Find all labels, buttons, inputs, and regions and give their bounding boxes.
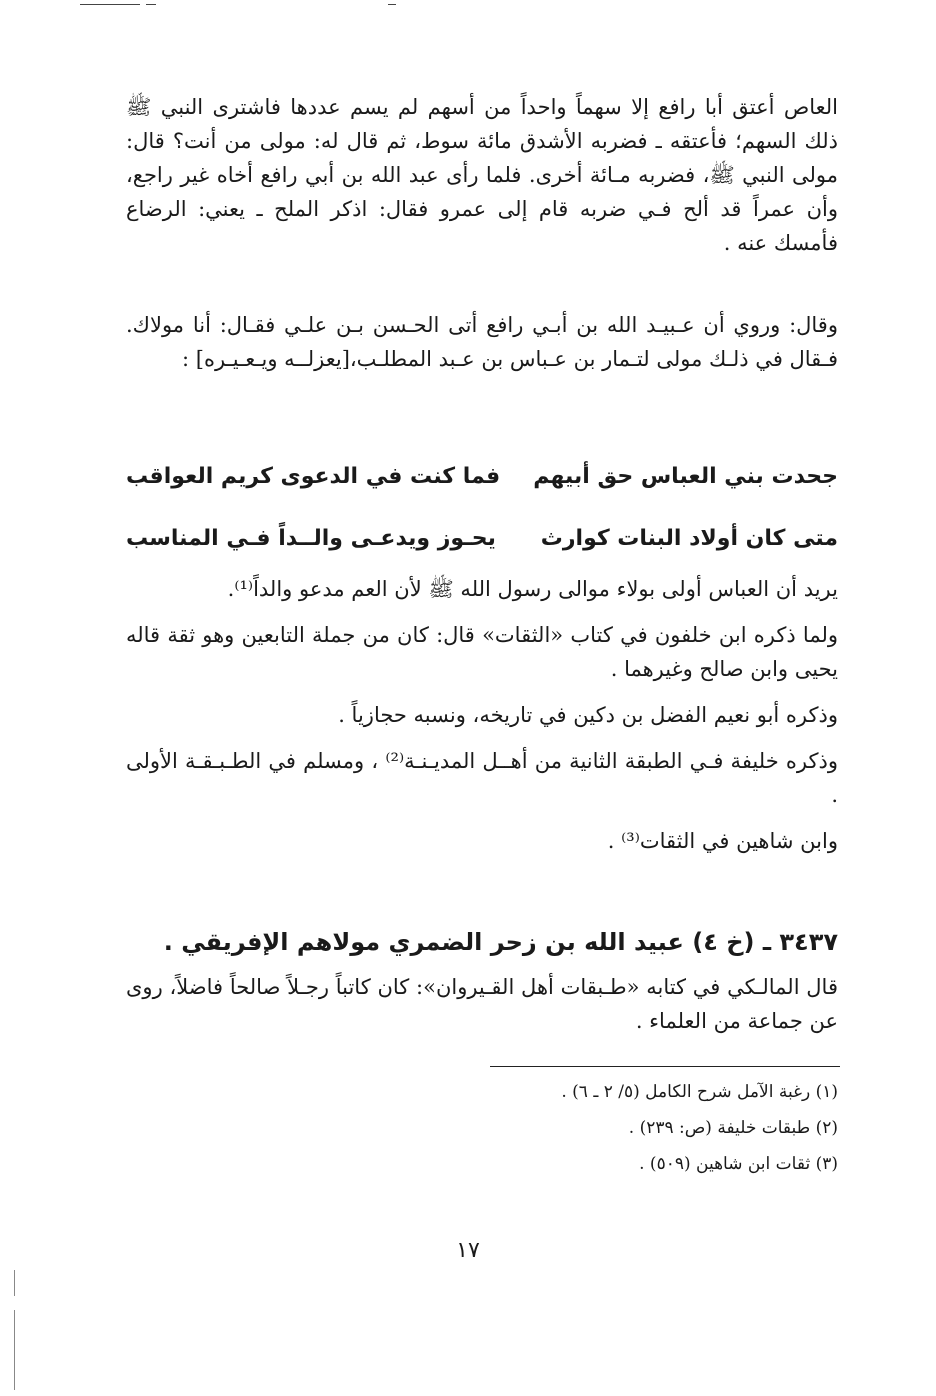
- verse-first-half: جحدت بني العباس حق أبيهم: [533, 464, 838, 489]
- scan-mark: [14, 1310, 15, 1390]
- scan-mark: [146, 4, 156, 5]
- paragraph: ولما ذكره ابن خلفون في كتاب «الثقات» قال: كان من جملة التابعين وهو ثقة قاله يحيى وابن صالح وغيرهما .: [126, 623, 838, 681]
- text-block-3: [126, 572, 838, 858]
- poem: [126, 460, 838, 556]
- footnote: (٣) ثقات ابن شاهين (٥٠٩) .: [639, 1154, 838, 1174]
- footnote-separator: [490, 1066, 840, 1067]
- paragraph: وابن شاهين في الثقات⁽³⁾ .: [607, 829, 838, 853]
- paragraph: وذكره خليفة فـي الطبقة الثانية من أهــل المديـنـة⁽²⁾ ، ومسلم في الطـبـقـة الأولى .: [126, 749, 838, 807]
- text-block-4: [126, 970, 838, 1038]
- poem-verse: [126, 460, 838, 494]
- text-block-2: [126, 308, 838, 376]
- paragraph: يريد أن العباس أولى بولاء موالى رسول الله ﷺ لأن العم مدعو والداً⁽¹⁾.: [227, 577, 838, 601]
- text-block-1: [126, 90, 838, 260]
- verse-second-half: يحـوز ويدعـى والــداً فـي المناسب: [126, 526, 496, 551]
- poem-verse: [126, 522, 838, 556]
- scan-mark: [388, 4, 396, 5]
- page-number: ١٧: [456, 1238, 480, 1263]
- scan-mark: [80, 4, 140, 5]
- paragraph: قال المالـكي في كتابه «طـبقات أهل القـيروان»: كان كاتباً رجـلاً صالحاً فاضلاً، روى عن جماعة من العلماء .: [126, 975, 838, 1033]
- verse-first-half: متى كان أولاد البنات كوارث: [540, 526, 838, 551]
- footnote: (١) رغبة الآمل شرح الكامل (٥/ ٢ ـ ٦) .: [561, 1082, 838, 1102]
- paragraph: وذكره أبو نعيم الفضل بن دكين في تاريخه، ونسبه حجازياً .: [338, 703, 838, 727]
- footnotes: [400, 1076, 838, 1180]
- paragraph: وقال: وروي أن عـبيـد الله بن أبـي رافع أتى الحـسن بـن علـي فقـال: أنا مولاك. فـقال في ذلـك مولى لتـمار بن عـباس بن عـبد المطلـب،[يعزلــه ويـعـيـره] :: [126, 313, 838, 371]
- entry-heading: ٣٤٣٧ ـ (خ ٤) عبيد الله بن زحر الضمري مولاهم الإفريقي .: [163, 928, 838, 956]
- footnote: (٢) طبقات خليفة (ص: ٢٣٩) .: [628, 1118, 838, 1138]
- paragraph: العاص أعتق أبا رافع إلا سهماً واحداً من أسهم لم يسم عددها فاشترى النبي ﷺ ذلك السهم؛ فأعتقه ـ فضربه الأشدق مائة سوط، ثم قال له: مولى من أنت؟ قال: مولى النبي ﷺ، فضربه مـائة أخرى. فلما رأى عبد الله بن أبي رافع أخاه غير راجع، وأن عمراً قد ألح فـي ضربه قام إلى عمرو فقال: اذكر الملح ـ يعني: الرضاع فأمسك عنه .: [126, 95, 838, 255]
- scan-mark: [14, 1270, 15, 1296]
- verse-second-half: فما كنت في الدعوى كريم العواقب: [126, 464, 501, 489]
